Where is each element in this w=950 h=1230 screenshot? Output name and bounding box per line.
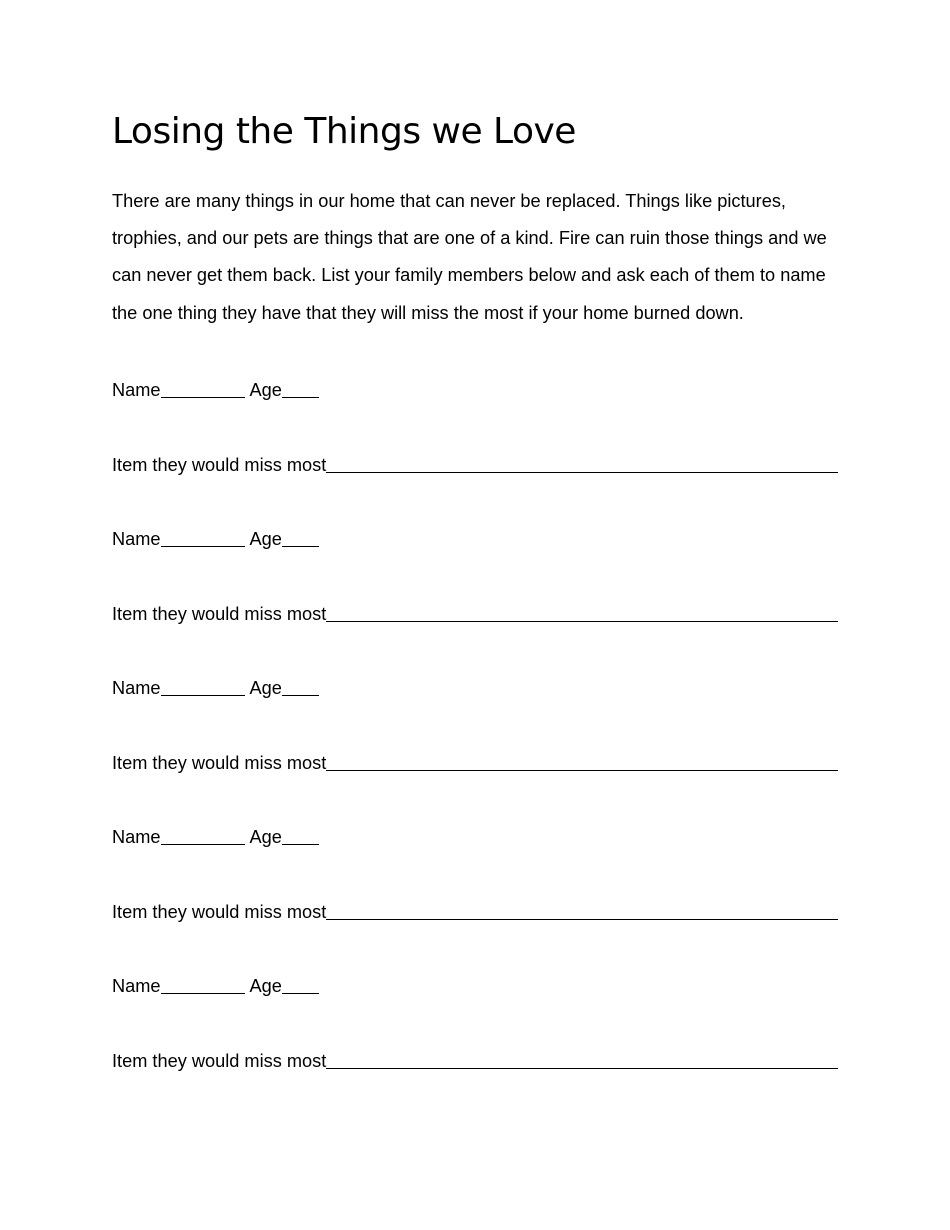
name-age-row [112,371,319,401]
name-label: Name [112,678,161,698]
item-field[interactable] [326,454,838,473]
item-row [112,744,838,774]
name-label: Name [112,380,161,400]
name-age-row [112,520,319,550]
age-label: Age [249,678,282,698]
name-age-row [112,818,319,848]
item-row [112,1042,838,1072]
age-label: Age [249,976,282,996]
intro-paragraph: There are many things in our home that can never be replaced. Things like pictures, trophies, and our pets are things that are one of a kind. Fire can ruin those things and we can never get them back. List your family members below and ask each of them to name the one thing they have that they will miss the most if your home burned down. [112,191,827,323]
item-label: Item they would miss most [112,455,327,475]
item-field[interactable] [326,603,838,622]
name-field[interactable] [161,379,245,398]
age-label: Age [249,827,282,847]
name-field[interactable] [161,826,245,845]
item-field[interactable] [326,901,838,920]
item-label: Item they would miss most [112,1051,327,1071]
age-field[interactable] [282,826,319,845]
name-label: Name [112,529,161,549]
item-label: Item they would miss most [112,902,327,922]
item-field[interactable] [326,1050,838,1069]
name-label: Name [112,976,161,996]
item-row [112,893,838,923]
item-row [112,595,838,625]
item-row [112,446,838,476]
name-field[interactable] [161,975,245,994]
age-field[interactable] [282,379,319,398]
age-field[interactable] [282,677,319,696]
name-age-row [112,669,319,699]
name-age-row [112,967,319,997]
item-label: Item they would miss most [112,753,327,773]
item-field[interactable] [326,752,838,771]
name-label: Name [112,827,161,847]
name-field[interactable] [161,528,245,547]
age-field[interactable] [282,528,319,547]
page-title: Losing the Things we Love [112,111,576,152]
name-field[interactable] [161,677,245,696]
age-label: Age [249,380,282,400]
item-label: Item they would miss most [112,604,327,624]
age-label: Age [249,529,282,549]
age-field[interactable] [282,975,319,994]
